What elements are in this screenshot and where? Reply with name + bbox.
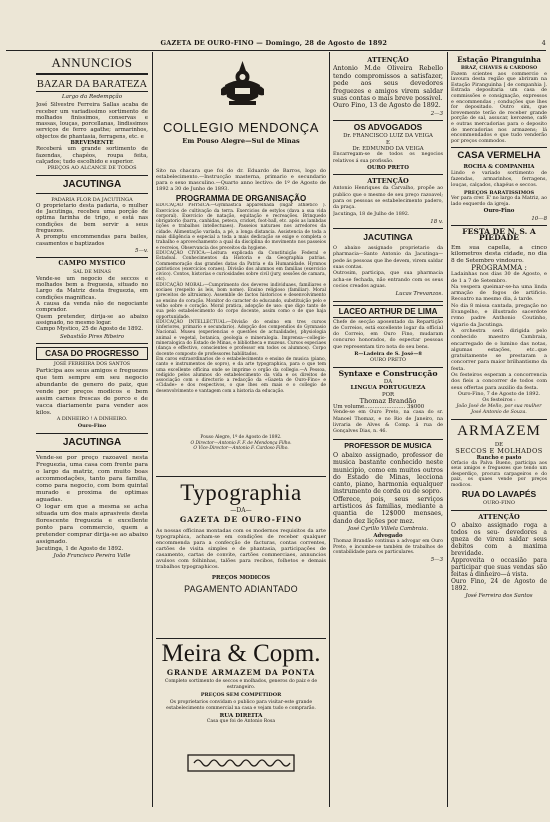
collegio-vice-director: O Vice-Director—Antonio F. Cardoso Filho. — [193, 445, 289, 451]
attencao1-ref: 2—3 — [430, 110, 443, 117]
professor-ref: 5—3 — [430, 556, 443, 563]
column-rule — [152, 52, 153, 807]
advogados-dr1: Dr. FRANCISCO LUIZ DA VEIGA — [343, 133, 433, 140]
casa-vermelha-precos: PREÇOS BARATISSIMOS — [463, 189, 535, 196]
armazem-text: Orfacio da Palva Bueno, participa aos seus amigos e freguezes que tendo um desperdiço, procura carpageiros e do paiz, os quaes vende por preços modicos. — [451, 460, 547, 488]
collegio-body — [156, 168, 326, 451]
festa-text6: Os festeiros esperam a concorrencia dos fieis a concorrer de todos com seus offertas para auxilio da festa. — [451, 372, 547, 391]
meira-rua: RUA DIREITA — [219, 713, 263, 719]
padaria-text: O proprietario desta padaria, o mulher de Jacutinga, recebeu uma porção de optima farinha de trigo, e está nas condições de bem servir a seus freguezes. — [36, 202, 148, 235]
column-rule — [447, 52, 448, 807]
meira-title: Meira & Copm. — [161, 640, 321, 667]
bazar-precos: PREÇOS AO ALCANCE DE TODOS — [47, 165, 137, 172]
annuncios-heading: ANNUNCIOS — [51, 55, 133, 70]
casa-vermelha-city: Ouro-Fino — [483, 208, 515, 215]
column-4 — [451, 55, 547, 805]
jacutinga2-date: Jacutinga, 1 de Agosto de 1892. — [36, 545, 124, 552]
lavapes-city: OURO-FINO — [483, 500, 515, 507]
syntaxe-title: Syntaxe e Construcção — [338, 368, 438, 378]
casa-vermelha-text2: Ver para crer. E' no largo da Matriz, ao lado esquerdo da igreja. — [451, 195, 547, 208]
header-page-number: 4 — [541, 39, 546, 47]
meira-ad — [156, 640, 326, 724]
meira-text2: Os proprietarios convidam o publico para visitar-este grande estabelecimento commercial na casa e vejam tudo e comprarão. — [166, 700, 316, 711]
progresso-foot2: Ouro-Fino — [77, 423, 107, 430]
collegio-intro: Sito na chacara que foi do dr. Eduardo de Barros, logo do estabelecimento.—Instrucção masterna, primario e secundario para o sexo masculino.—Quarto anno lectivo: de 1º de Agosto de 1892 a 30 de Junho de 1893. — [156, 168, 326, 192]
jacutinga2-signature: João Francisco Pereira Valle — [53, 552, 131, 559]
jacutinga-heading-2: JACUTINGA — [62, 436, 122, 448]
professor-advogado: Advogado — [373, 533, 403, 540]
armazem-seccos: SECCOS E MOLHADOS — [455, 447, 543, 456]
attencao3-date: Ouro Fino, 24 de Agosto de 1892. — [451, 577, 547, 592]
column-3 — [333, 55, 443, 805]
festa-festeiros: Os festeiros : — [482, 397, 516, 404]
campo-signature: Sebastião Pires Ribeiro — [60, 333, 124, 340]
festa-signature-2: José Antonio de Souza. — [471, 409, 527, 415]
attencao-heading-2: ATTENÇÃO — [367, 177, 409, 186]
casa-vermelha-ref: 10—8 — [531, 215, 547, 222]
advogados-city: OURO PRETO — [367, 164, 409, 171]
page-header — [6, 38, 546, 51]
jacutinga-heading-3: JACUTINGA — [363, 232, 413, 243]
festa-signature-1: João José de Mello, por sua mulher — [456, 403, 542, 409]
collegio-programma-text: EDUCAÇÃO PHYSICA:—Gymnastica apparelhada (lugar athletico ). Exercicios de cultivação da terra. Exercicios de estylos (dava a sua vida corporal). Exercicio de natação, equitação e recreações. Brinquedo obrigatorio (barra, canhidas, peteca, cricket, foot-ball, etc. após as lambdas lições e trabalhos intellectuaes). Passeios naturaes nos arredores da cidade. Alimentação variada, a pé, a longa distancia. Assistencia de toda a mais diligência e especial a toda a mais dedicação se exige e completa o trabalho e aprovechamento a qual da disciplina do movimento nos passeios e recreios. Observancia dos preceitos da hygiene. EDUCAÇÃO CIVICA:—Leitura explicada da Constituição Federal e Estadoal. Conhecimentos da Historia e da Geographia patrias. Commemoração das grandes datas da Patria e da Humanidade. Hymnos patrioticos (exercicios coraes). Divisão dos alumnos em familias (exercicio civico). Contos, historias e curiosidades sobre civil (jury, sessões de camara, etc). EDUCAÇÃO MORAL:—Cumprimento dos deveres individuaes, familiares e sociaes (respeito ás leis, bom nome). Ensino religioso (familiar). Moral (preceitos de altruismo). Assemble de factos historicos e desenvolvimento ao ensino do coração. Monitor do caracter do educando, substituição pelo e velho sobre o coração. Moral pratica, adopção de uso: que digo tanto de sua pelo estabelecimento do corpo docente, assim como o de que haja opportunidade. EDUCAÇÃO INTELLECTUAL:—Divisão do ensino em tres cursos (inferiores, primario e secundario). Adopção dos compendios do Gymnasio Nacional. Museu (experiencias e questões de actualidade), physiologia animal e vegetal, botanica, geologia e mineralogia. Imprensa—collegio-mineralogica do Estado de Minas, e bibliotheca e muzeus. Cursos especiaes (dança e effectivo, conscientes e professor em todos os alumnos). Corpo docente composto de professores habilitados. Em caros extraordinarios de o estabelecimento e ensino de musica (piano, canto e instrumentos de sopro), e da arte typographica, para o que tem uma excellente officina onde se imprime o orgão da collegio.—A Pessoa, redigido pelos alumnos do estabelecimento da vida e os direitos de associação com o directorio a redacção da «Gazeta de Ouro-Fino» e «Cidade» e dos respectivos, o que lhes em mais e o collegio de desenvolvimento e vantagem com a historia da educação. — [156, 203, 326, 394]
festa-text4: No dia 8 missa cantada, pregação no Evangelho, e illustrado sacerdote rvmo padre Anthonio Coutinho, vigario da Jacutinga. — [451, 302, 547, 328]
attencao-heading-1: ATTENÇÃO — [367, 56, 409, 64]
typographia-ad — [156, 480, 326, 594]
padaria-subtitle: PADARIA FLOR DA JACUTINGA — [51, 196, 133, 203]
advogados-text: Encarregam-se de todos os negocios relativos á sua profissão. — [333, 152, 443, 164]
advogados-dr2: Dr. EDMUNDO DA VEIGA — [352, 145, 424, 152]
campo-title: CAMPO MYSTICO — [58, 260, 126, 268]
laceo-city: OURO PRETO — [370, 357, 406, 364]
bazar-title: BAZAR DA BARATEZA — [36, 79, 148, 90]
collegio-crest-emblem — [215, 57, 270, 112]
festa-text: Em sua capella, a cinco kilometros desta cidade, no dia 8 de Setembro vindouro. — [451, 244, 547, 265]
festa-programma: PROGRAMMA : — [471, 263, 527, 272]
column-1 — [36, 55, 148, 805]
professor-advogado-text: Thomaz Brandão continua a advogar em Ouro Preto, e incumbe-se também de trabalhos de contabilidade para os particulares. — [333, 539, 443, 556]
ornament-border-icon — [186, 752, 296, 774]
attencao1-date: Ouro Fino, 13 de Agosto de 1892. — [333, 102, 441, 110]
casa-vermelha-text: Lindo e variado sortimento de fazendas, armarinhos, ferragens, louças, calçados, chapéus e seccos. — [451, 170, 547, 189]
festa-text5: A orchestra será dirigida pelo conhecido maestro Cambraia, encarregado de o lumino das notas, algumas estações, etc..que gratuitamente se prestaram a concorrer para maior brilhantismo da festa. — [451, 327, 547, 372]
column-rule — [329, 52, 330, 807]
collegio-header — [156, 120, 326, 148]
attencao2-ref: 18 v. — [430, 218, 443, 225]
jacutinga2-text: Vende-se por preço razoavel nesta Freguezia, uma casa com frente para o largo da matriz, com muito boas accommodações, tanto para familia, como para negocio, com bom quintal murado e proxima de optimas aguadas. — [36, 454, 148, 503]
syntaxe-por: POR — [381, 391, 395, 398]
collegio-programma: PROGRAMMA DE ORGANISAÇÃO — [175, 194, 307, 203]
campo-date: Campo Mystico, 25 de Agosto de 1892. — [36, 326, 143, 333]
professor-text2: Offerece, pois, seus serviços artisticos ás familias, mediante a quantia de 12$000 mensaes, dando dez lições por mez. — [333, 495, 443, 525]
estacao-names: BRAZ, CHAVES & CARDOSO — [460, 65, 538, 72]
professor-signature: José Cyrillo Villela Cambraia. — [347, 525, 429, 532]
progresso-subtitle: JOSÉ FERREIRA DOS SANTOS — [53, 361, 131, 367]
typographia-text: As nossas officinas montadas com os modernos requisitos da arte typographica, acham-se em condições de receber qualquer encommenda para a confecção de facturas, contas correntes, cartões de visita simples e de phantasia, participações de casamento, cartas de convite, cartões commerciaes, annuncios avulsos com folhinhas, talões para recibos, folhetos e demais trabalhos typographicos. — [156, 528, 326, 570]
estacao-title: Estação Piranguinha — [457, 55, 541, 64]
collegio-title: COLLEGIO MENDONÇA — [162, 120, 320, 135]
collegio-location: Em Pouso Alegre—Sul de Minas — [182, 137, 300, 145]
bazar-text2: Receberá um grande sortimento de fazendas, chapéos, roupa feita, calçados; tudo escolhido e superior. — [36, 146, 148, 165]
typographia-da: —DA— — [230, 507, 252, 514]
attencao-heading-3: ATTENÇÃO — [478, 512, 520, 521]
attencao3-signature: José Ferreira dos Santos — [465, 592, 533, 599]
lavapes-title: RUA DO LAVAPÉS — [461, 489, 537, 500]
campo-text2: A causa da venda não de negociante comprador. — [36, 301, 148, 314]
attencao1-text: Antonio M.de Oliveira Rebello tendo compromissos a satisfazer, pede aos seus devedores freguezes e amigos virem saldar suas contas o mais breve possivel. — [333, 65, 443, 102]
syntaxe-da: DA — [383, 378, 393, 385]
syntaxe-author: Thomaz Brandão — [359, 396, 417, 405]
laceo-text: Chefe de secção aposentado da Repartição de Correios, está excellente logar da official do Correio, em Ouro Fino, mudaram concurso honorados, do espectar pessoas que representam tiro nota do seu bens. — [333, 319, 443, 350]
syntaxe-lingua: LINGUA PORTUGUEZA — [350, 385, 426, 392]
laceo-title: LACEO ARTHUR DE LIMA — [333, 305, 443, 318]
estacao-text: Fazem scientes aos commercio e lavoura desta região que abriram na Estação Piranguinha [ de companhia ]. Estrada depositaria um casa de commissões e consignação, expressos e encommendas ; conduções que lhes for depositado. Outro sim, que brevemente terão de receber grande porção de sal, assucar, kerozene, café e outras mercadorias para o deposito de mercadorias nos armazens; lá encommendados e que tudo venderão por preços commodos. — [451, 71, 547, 144]
laceo-address: R—Ladeira de S. José—8 — [354, 351, 422, 358]
armazem-title: ARMAZEM — [457, 423, 541, 440]
campo-subtitle: SAL DE MINAS — [72, 269, 112, 275]
jacutinga3-signature: Lucas Trevanzos. — [395, 291, 443, 298]
professor-text: O abaixo assignado, professor de musica bastante conhecido neste municipio, como em muitos outros do Estado de Minas, lecciona canto, piano, harmonia equalquer instrumento de corda ou de sopro. — [333, 451, 443, 496]
typographia-precos: PREÇOS MODICOS — [211, 575, 271, 581]
advogados-e: E — [386, 139, 390, 146]
progresso-title: CASA DO PROGRESSO — [36, 347, 148, 360]
attencao3-text: O abaixo assignado roga a todos os seu- devedores a gneza de virem saldar seus debitos com a maxima brevidade. — [451, 521, 547, 557]
typographia-gazeta: GAZETA DE OURO-FINO — [179, 515, 303, 524]
campo-text: Vende-se um negocio de seccos e molhados bem a freguesia, situado no Largo da Matriz desta freguezia, em condições magnificas. — [36, 275, 148, 301]
syntaxe-volume: Um volume........................ 3$000 — [333, 404, 425, 411]
advogados-title: OS ADVOGADOS — [353, 122, 423, 133]
collegio-date: Pouso Alegre, 1º de Agosto de 1892. — [200, 435, 282, 441]
jacutinga3-text: O abaixo assignado proprietario da pharmacia—Santo Antonio da Jacutinga—pede ás pessoas que lhe devem, virem saldar suas contas. — [333, 246, 443, 271]
progresso-text: Participa aos seus amigos e freguezes que tem sempre em seu negocio abundante de genero do paiz, que vende por preços modicos e bem assim carnes frescas de porco e de vacca diariamente para vender aos kilos. — [36, 368, 148, 417]
jacutinga2-text2: O logar em que a mesma se acha situada um dos mais aprasiveis desta florescente freguezia e excellente ponto para commercio, quem a pretender comprar dirija-se ao abaixo assignado. — [36, 503, 148, 545]
typographia-title: Typographia — [180, 480, 302, 505]
collegio-director: O Director—Antonio F. F. de Mendonça Filho. — [190, 440, 292, 446]
casa-vermelha-title: CASA VERMELHA — [457, 150, 541, 162]
meira-armazem: GRANDE ARMAZEM DA PONTA — [166, 668, 316, 677]
festa-text3: Na vespera queimar-se-ha uma linda armação de fogos de artificio. Recoatro na mesmo dia, á tarde. — [451, 283, 547, 303]
padaria-ref: 5—v. — [135, 247, 148, 254]
meira-text: Completo sortimento de seccos e molhados, generos do paiz e de estrangeiro. — [164, 679, 318, 690]
festa-text2: Ladainhas nos dias 30 de Agosto, e de 1 a 7 de Setembro. — [451, 271, 547, 284]
meira-precos: PREÇOS SEM COMPETIDOR — [200, 692, 282, 698]
attencao3-text2: Approveita o occasião para participar que suas vendas são feitas á dinheiro—á vista. — [451, 556, 547, 578]
header-title: GAZETA DE OURO-FINO — Domingo, 28 de Agosto de 1892 — [160, 39, 388, 47]
armazem-de: DE — [494, 442, 504, 449]
bazar-text: José Silvestre Ferreira Sallas acaba de receber um variadissimo sortimento de molhados finissimos, conservas e massas, louças, porcellanas, lindissimos serviços de ferro agathe; armarinhos, objectos de phantasia, ferragens, etc. e — [36, 102, 148, 140]
padaria-text2: A promptu encommendas para bailes, casamentos e baptizados — [36, 234, 148, 247]
attencao2-text: Antonio Henriques da Carvalho, propõe ao publico que o mesmo de seu preço razoavel; para os pessoas se estabelecimento padero, da praça. — [333, 186, 443, 211]
syntaxe-text: Vende-se em Ouro Preto, na casa do sr. Manoel Thomaz, e no Rio de Janeiro, na livraria de Alves & Comp. á rua de Gonçalves Dias, n. 46. — [333, 410, 443, 435]
armazem-rancho: Rancho e pasto — [476, 454, 522, 461]
festa-date: Ouro-Fino, 7 de Agosto de 1892. — [457, 390, 541, 397]
typographia-pagamento: PAGAMENTO ADIANTADO — [184, 584, 298, 594]
bazar-subtitle: Largo da Redempção — [61, 94, 123, 100]
professor-title: PROFESSOR DE MUSICA — [344, 440, 432, 450]
meira-casa: Casa que foi de Antonio Rosa — [206, 719, 276, 724]
attencao2-date: Jacutinga, 18 de Julho de 1892. — [333, 211, 410, 217]
progresso-foot1: A DINHEIRO ! A DINHEIRO. — [56, 417, 128, 423]
bazar-breve: BREVEMENTE — [70, 140, 114, 147]
jacutinga-heading-1: JACUTINGA — [62, 178, 122, 190]
festa-title: FESTA DE N. S. A PIEDADE — [462, 226, 536, 243]
casa-vermelha-subtitle: ROCHA & COMPANHIA — [463, 164, 535, 171]
jacutinga3-text2: Outrosim, participa, que sua pharmacia acha-se fechada, não entrando com os seus cocios creados aguas. — [333, 271, 443, 289]
campo-text3: Quem pretender, dirija-se ao abaixo assignado, no mesmo logar. — [36, 313, 148, 326]
